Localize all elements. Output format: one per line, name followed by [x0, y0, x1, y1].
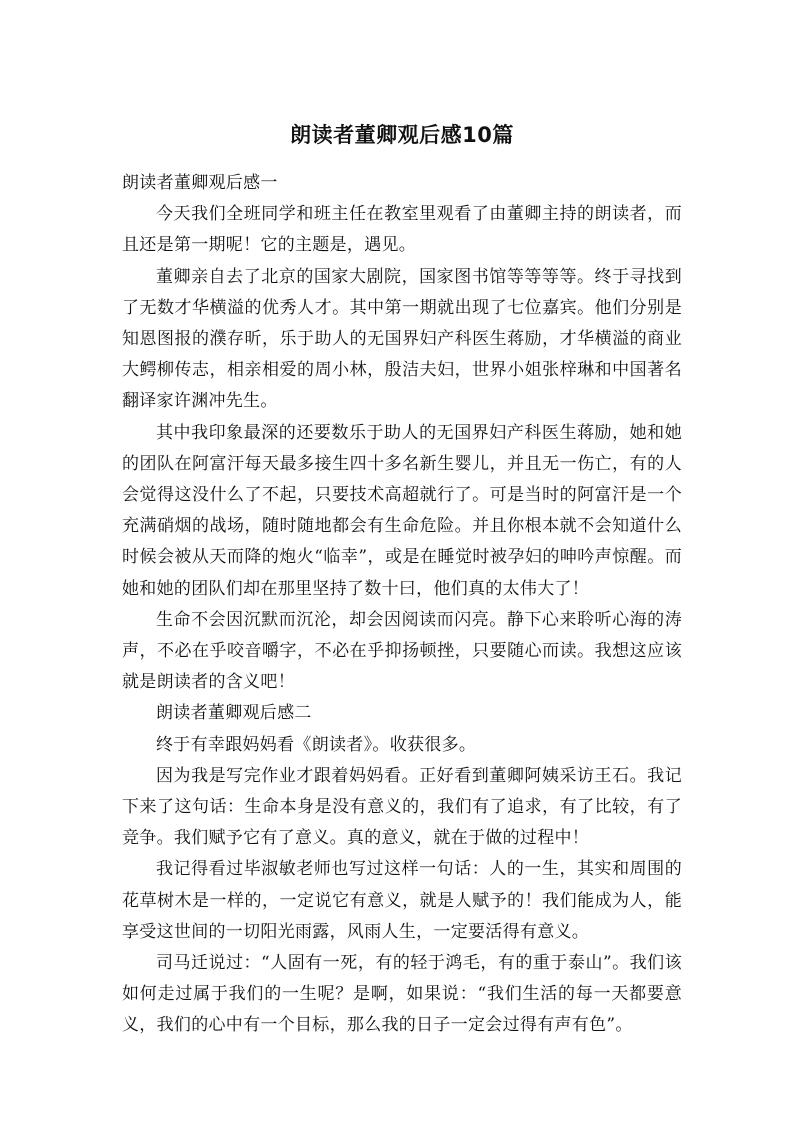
paragraph: 司马迁说过：“人固有一死，有的轻于鸿毛，有的重于泰山”。我们该如何走过属于我们的一生呢？是啊，如果说：“我们生活的每一天都要意义，我们的心中有一个目标，那么我的日子一定会过得有声有色”。 — [122, 953, 682, 1036]
section-heading-1: 朗读者董卿观后感一 — [122, 173, 278, 193]
paragraph: 其中我印象最深的还要数乐于助人的无国界妇产科医生蒋励，她和她的团队在阿富汗每天最多接生四十多名新生婴儿，并且无一伤亡，有的人会觉得这没什么了不起，只要技术高超就行了。可是当时的阿富汗是一个充满硝烟的战场，随时随地都会有生命危险。并且你根本就不会知道什么时候会被从天而降的炮火“临幸”，或是在睡觉时被孕妇的呻吟声惊醒。而她和她的团队们却在那里坚持了数十曰，他们真的太伟大了！ — [122, 422, 682, 599]
document-title: 朗读者董卿观后感10篇 — [290, 123, 514, 147]
paragraph: 我记得看过毕淑敏老师也写过这样一句话：人的一生，其实和周围的花草树木是一样的，一定说它有意义，就是人赋予的！我们能成为人，能享受这世间的一切阳光雨露，风雨人生，一定要活得有意义。 — [122, 859, 682, 942]
paragraph: 终于有幸跟妈妈看《朗读者》。收获很多。 — [156, 734, 477, 755]
paragraph: 生命不会因沉默而沉沦，却会因阅读而闪亮。静下心来聆听心海的涛声，不必在乎咬音嚼字，不必在乎抑扬顿挫，只要随心而读。我想这应该就是朗读者的含义吧！ — [122, 609, 682, 693]
paragraph: 今天我们全班同学和班主任在教室里观看了由董卿主持的朗读者，而且还是第一期呢！它的主题是，遇见。 — [122, 204, 682, 256]
paragraph: 董卿亲自去了北京的国家大剧院，国家图书馆等等等等。终于寻找到了无数才华横溢的优秀人才。其中第一期就出现了七位嘉宾。他们分别是知恩图报的濮存昕，乐于助人的无国界妇产科医生蒋励，才华横溢的商业大鳄柳传志，相亲相爱的周小林，殷洁夫妇，世界小姐张梓琳和中国著名翻译家许渊冲先生。 — [122, 266, 682, 412]
paragraph: 因为我是写完作业才跟着妈妈看。正好看到董卿阿姨采访王石。我记下来了这句话：生命本身是没有意义的，我们有了追求，有了比较，有了竞争。我们赋予它有了意义。真的意义，就在于做的过程中！ — [122, 765, 682, 849]
section-heading-2: 朗读者董卿观后感二 — [156, 703, 312, 724]
document-page — [122, 120, 682, 1042]
